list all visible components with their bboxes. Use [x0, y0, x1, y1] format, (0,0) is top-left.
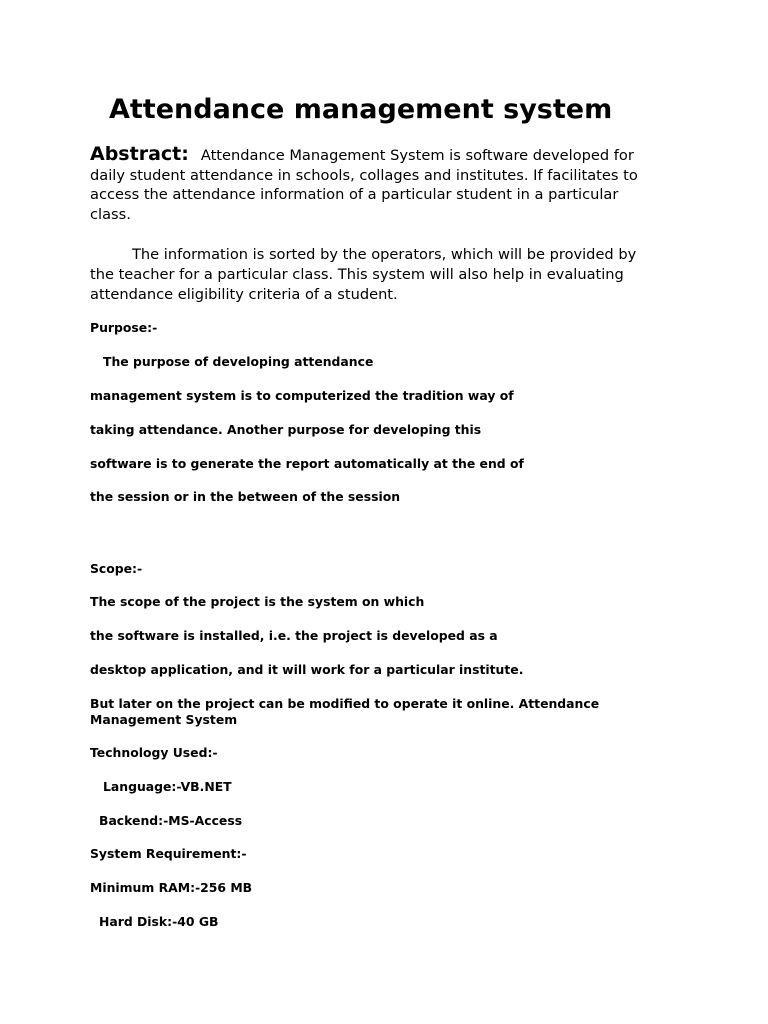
scope-heading: Scope:-: [90, 561, 143, 576]
scope-line: The scope of the project is the system on which: [90, 594, 425, 609]
purpose-line: the session or in the between of the session: [90, 489, 401, 504]
hard-disk-item: Hard Disk:-40 GB: [99, 914, 219, 929]
scope-line: the software is installed, i.e. the project is developed as a: [90, 628, 498, 643]
system-requirement-heading: System Requirement:-: [90, 846, 247, 861]
backend-item: Backend:-MS-Access: [99, 813, 243, 828]
scope-line: But later on the project can be modified to operate it online. Attendance Management System: [90, 696, 600, 727]
abstract-label: Abstract:: [90, 143, 189, 165]
purpose-line: software is to generate the report automatically at the end of: [90, 456, 524, 471]
technology-heading: Technology Used:-: [90, 745, 218, 760]
information-paragraph: The information is sorted by the operators, which will be provided by the teacher for a particular class. This system will also help in evaluating attendance eligibility criteria of a student.: [90, 246, 637, 303]
purpose-line: management system is to computerized the tradition way of: [90, 388, 514, 403]
abstract-paragraph: [90, 145, 650, 224]
purpose-line: taking attendance. Another purpose for developing this: [90, 422, 482, 437]
language-item: Language:-VB.NET: [103, 779, 232, 794]
purpose-heading: Purpose:-: [90, 320, 158, 335]
purpose-line: The purpose of developing attendance: [103, 354, 374, 369]
scope-line: desktop application, and it will work for a particular institute.: [90, 662, 524, 677]
minimum-ram-item: Minimum RAM:-256 MB: [90, 880, 253, 895]
abstract-text: Attendance Management System is software developed for daily student attendance in schools, collages and institutes. If facilitates to access the attendance information of a particular student in a particular class.: [90, 147, 638, 223]
document-title: Attendance management system: [109, 94, 613, 125]
